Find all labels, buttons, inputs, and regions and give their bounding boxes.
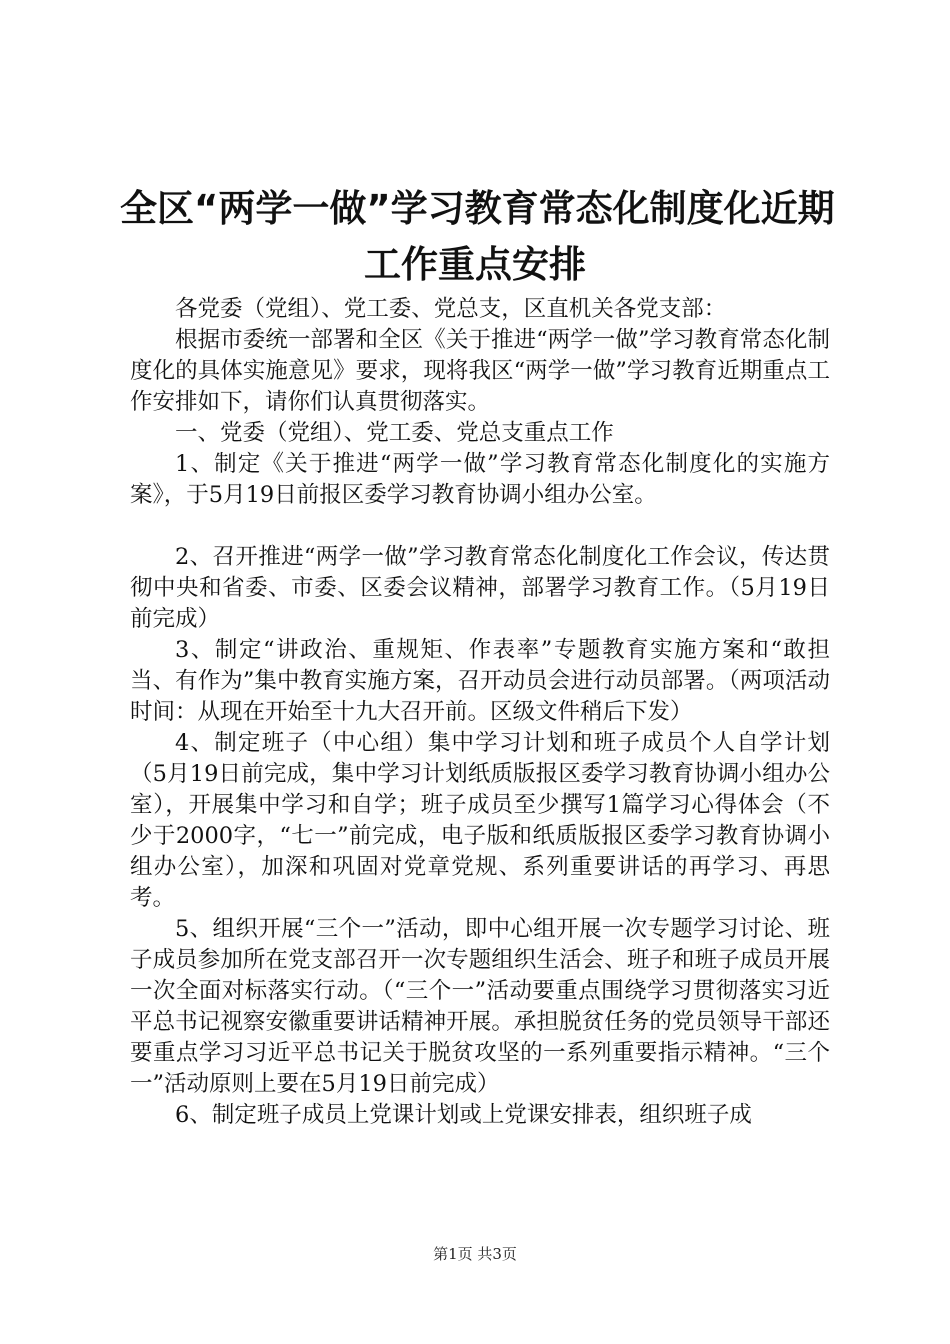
item-4: 4、制定班子（中心组）集中学习计划和班子成员个人自学计划（5月19日前完成，集中学习计划纸质版报区委学习教育协调小组办公室），开展集中学习和自学；班子成员至少撰写1篇学习心得体会（不少于2000字，“七一”前完成，电子版和纸质版报区委学习教育协调小组办公室），加深和巩固对党章党规、系列重要讲话的再学习、再思考。 (130, 730, 830, 911)
document-title-line-2: 工作重点安排 (364, 243, 586, 286)
item-1: 1、制定《关于推进“两学一做”学习教育常态化制度化的实施方案》，于5月19日前报区委学习教育协调小组办公室。 (130, 451, 830, 508)
document-body (130, 294, 830, 1131)
item-3: 3、制定“讲政治、重规矩、作表率”专题教育实施方案和“敢担当、有作为”集中教育实施方案，召开动员会进行动员部署。（两项活动时间：从现在开始至十九大召开前。区级文件稍后下发） (130, 637, 830, 725)
document-title-line-1: 全区“两学一做”学习教育常态化制度化近期 (120, 187, 835, 230)
item-5: 5、组织开展“三个一”活动，即中心组开展一次专题学习讨论、班子成员参加所在党支部召开一次专题组织生活会、班子和班子成员开展一次全面对标落实行动。（“三个一”活动要重点围绕学习贯彻落实习近平总书记视察安徽重要讲话精神开展。承担脱贫任务的党员领导干部还要重点学习习近平总书记关于脱贫攻坚的一系列重要指示精神。“三个一”活动原则上要在5月19日前完成） (130, 916, 830, 1097)
item-6: 6、制定班子成员上党课计划或上党课安排表，组织班子成 (175, 1102, 752, 1128)
intro-paragraph: 根据市委统一部署和全区《关于推进“两学一做”学习教育常态化制度化的具体实施意见》要求，现将我区“两学一做”学习教育近期重点工作安排如下，请你们认真贯彻落实。 (130, 327, 830, 415)
section-heading: 一、党委（党组）、党工委、党总支重点工作 (175, 420, 614, 446)
salutation: 各党委（党组）、党工委、党总支，区直机关各党支部： (175, 296, 727, 322)
page-footer: 第1页 共3页 (433, 1245, 517, 1263)
item-2: 2、召开推进“两学一做”学习教育常态化制度化工作会议，传达贯彻中央和省委、市委、区委会议精神，部署学习教育工作。（5月19日前完成） (130, 544, 830, 632)
